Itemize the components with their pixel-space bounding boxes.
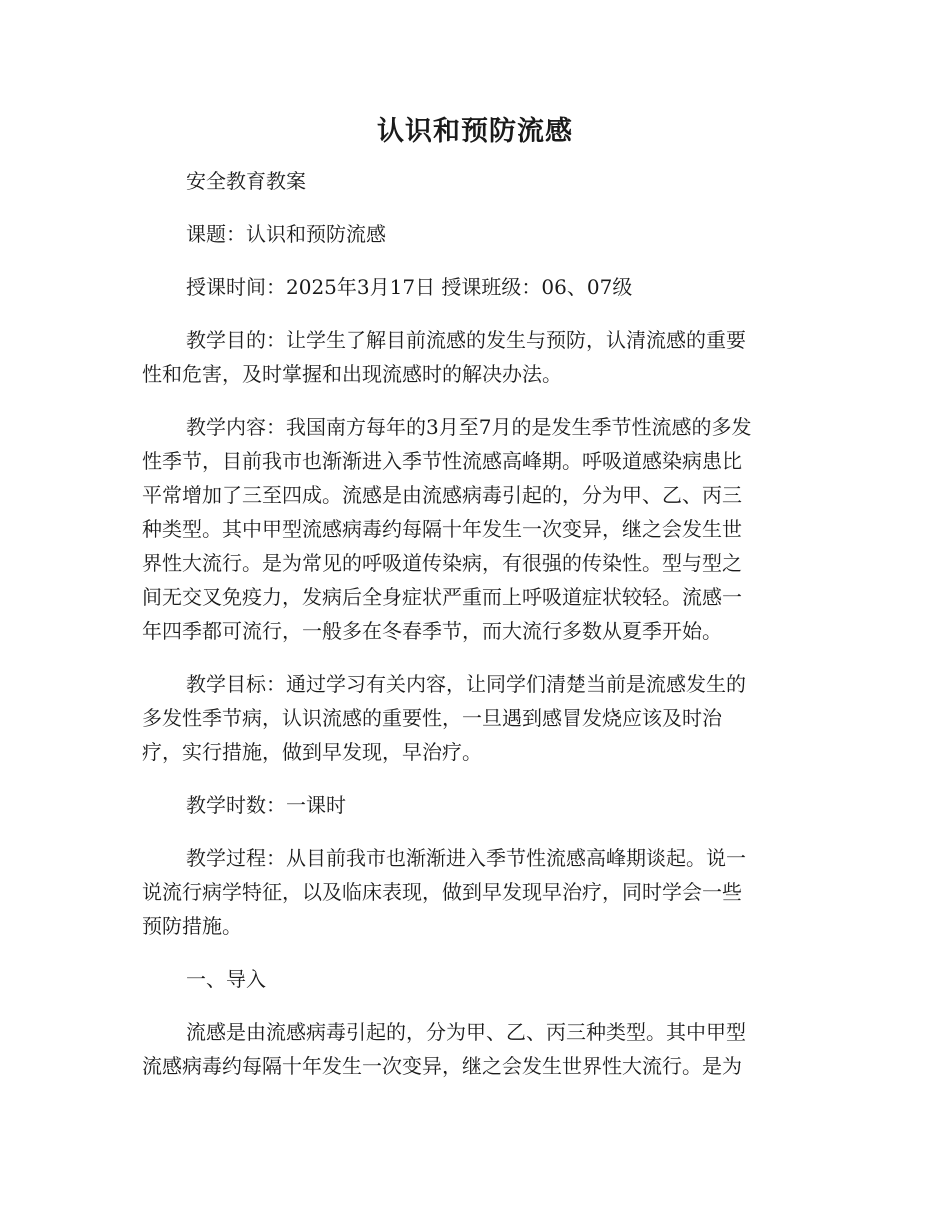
section-heading-intro: 一、导入: [186, 967, 266, 991]
paragraph-hours: 教学时数：一课时: [186, 793, 346, 817]
paragraph-content: 教学内容：我国南方每年的3月至7月的是发生季节性流感的多发 性季节，目前我市也渐渐进入季节性流感高峰期。呼吸道感染病患比 平常增加了三至四成。流感是由流感病毒引起的，分为甲、乙、丙三 种类型。其中甲型流感病毒约每隔十年发生一次变异，继之会发生世 界性大流行。是为常见的呼吸道传染病，有很强的传染性。型与型之 间无交叉免疫力，发病后全身症状严重而上呼吸道症状较轻。流感一 年四季都可流行，一般多在冬春季节，而大流行多数从夏季开始。: [142, 415, 752, 643]
paragraph-intro: 流感是由流感病毒引起的，分为甲、乙、丙三种类型。其中甲型 流感病毒约每隔十年发生一次变异，继之会发生世界性大流行。是为: [142, 1020, 746, 1078]
paragraph-purpose: 教学目的：让学生了解目前流感的发生与预防，认清流感的重要 性和危害，及时掌握和出现流感时的解决办法。: [142, 328, 746, 386]
paragraph-goal: 教学目标：通过学习有关内容，让同学们清楚当前是流感发生的 多发性季节病，认识流感的重要性，一旦遇到感冒发烧应该及时治 疗，实行措施，做到早发现，早治疗。: [142, 672, 746, 764]
paragraph-doc-type: 安全教育教案: [186, 169, 306, 193]
document-title: 认识和预防流感: [377, 116, 573, 147]
paragraph-process: 教学过程：从目前我市也渐渐进入季节性流感高峰期谈起。说一 说流行病学特征，以及临床表现，做到早发现早治疗，同时学会一些 预防措施。: [142, 846, 746, 938]
document-body: [142, 164, 814, 1102]
paragraph-time-class: 授课时间：2025年3月17日 授课班级：06、07级: [186, 275, 633, 299]
paragraph-topic: 课题：认识和预防流感: [186, 222, 386, 246]
